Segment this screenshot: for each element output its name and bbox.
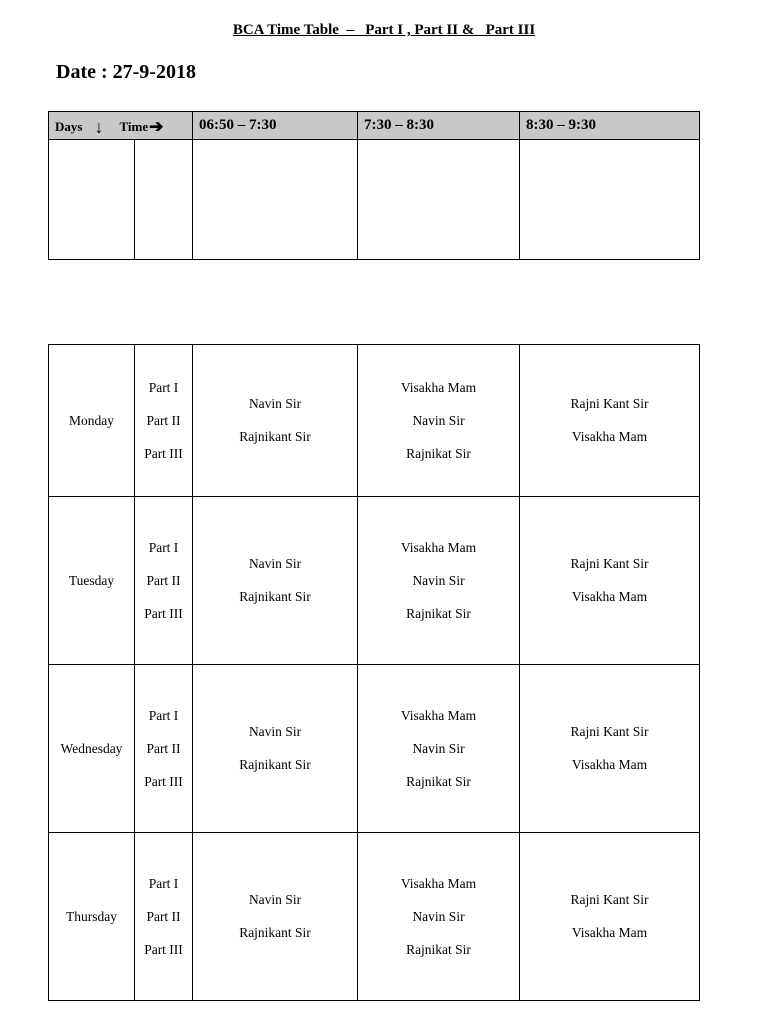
slot-cell-3 (520, 497, 700, 665)
slot-header-1: 06:50 – 7:30 (193, 112, 358, 140)
document-title: BCA Time Table – Part I , Part II & Part III (232, 22, 536, 38)
days-label: Days (55, 119, 83, 134)
slot-cell-1 (193, 497, 358, 665)
teacher-name: Rajnikat Sir (406, 605, 471, 621)
empty-row (49, 140, 700, 260)
parts-cell (135, 497, 193, 665)
part-label: Part I (148, 875, 179, 891)
table-row (49, 833, 700, 1001)
slot-cell-3 (520, 665, 700, 833)
slot-header-2: 7:30 – 8:30 (358, 112, 520, 140)
teacher-name: Visakha Mam (571, 925, 648, 940)
slot-cell-3 (520, 833, 700, 1001)
teacher-name: Navin Sir (248, 724, 302, 739)
empty-cell (193, 140, 358, 260)
teacher-name: Rajni Kant Sir (570, 724, 649, 739)
teacher-name: Visakha Mam (571, 589, 648, 604)
empty-cell (358, 140, 520, 260)
day-label: Tuesday (68, 572, 115, 588)
teacher-name: Navin Sir (412, 412, 465, 428)
table-row (49, 345, 700, 497)
teacher-name: Visakha Mam (400, 707, 477, 723)
teacher-name: Rajni Kant Sir (570, 396, 649, 411)
parts-cell (135, 833, 193, 1001)
day-label: Thursday (66, 908, 117, 924)
teacher-name: Rajni Kant Sir (570, 892, 649, 907)
teacher-name: Rajnikat Sir (406, 941, 471, 957)
slot-cell-2 (358, 665, 520, 833)
day-cell (49, 497, 135, 665)
header-row (49, 112, 700, 140)
part-label: Part III (144, 773, 183, 789)
part-label: Part III (144, 445, 183, 461)
slot-cell-3 (520, 345, 700, 497)
slot-cell-1 (193, 665, 358, 833)
part-label: Part I (148, 379, 179, 395)
part-label: Part III (144, 605, 183, 621)
timetable-body (48, 344, 700, 1001)
teacher-name: Visakha Mam (400, 539, 477, 555)
part-label: Part I (148, 707, 179, 723)
day-label: Monday (69, 412, 114, 428)
day-cell (49, 665, 135, 833)
time-label: Time (119, 119, 149, 134)
teacher-name: Navin Sir (248, 892, 302, 907)
part-label: Part I (148, 539, 179, 555)
slot-header-3: 8:30 – 9:30 (520, 112, 700, 140)
teacher-name: Rajnikant Sir (239, 429, 311, 444)
table-row (49, 497, 700, 665)
part-label: Part III (144, 941, 183, 957)
parts-cell (135, 345, 193, 497)
days-time-header (49, 112, 193, 140)
day-label: Wednesday (60, 740, 123, 756)
slot-cell-2 (358, 345, 520, 497)
date-label: Date : 27-9-2018 (56, 61, 196, 83)
teacher-name: Navin Sir (412, 908, 465, 924)
teacher-name: Navin Sir (248, 556, 302, 571)
part-label: Part II (146, 740, 181, 756)
teacher-name: Visakha Mam (400, 379, 477, 395)
teacher-name: Navin Sir (412, 740, 465, 756)
empty-cell (135, 140, 193, 260)
part-label: Part II (146, 908, 181, 924)
parts-cell (135, 665, 193, 833)
day-cell (49, 833, 135, 1001)
teacher-name: Rajni Kant Sir (570, 556, 649, 571)
empty-cell (49, 140, 135, 260)
teacher-name: Visakha Mam (571, 429, 648, 444)
teacher-name: Rajnikat Sir (406, 773, 471, 789)
slot-cell-1 (193, 833, 358, 1001)
day-cell (49, 345, 135, 497)
arrow-right-icon: ➔ (149, 117, 164, 136)
teacher-name: Navin Sir (412, 572, 465, 588)
part-label: Part II (146, 572, 181, 588)
teacher-name: Rajnikat Sir (406, 445, 471, 461)
slot-cell-2 (358, 833, 520, 1001)
slot-cell-1 (193, 345, 358, 497)
teacher-name: Rajnikant Sir (239, 589, 311, 604)
slot-cell-2 (358, 497, 520, 665)
teacher-name: Rajnikant Sir (239, 925, 311, 940)
part-label: Part II (146, 412, 181, 428)
header-table (48, 111, 700, 260)
teacher-name: Rajnikant Sir (239, 757, 311, 772)
table-row (49, 665, 700, 833)
teacher-name: Visakha Mam (571, 757, 648, 772)
teacher-name: Navin Sir (248, 396, 302, 411)
arrow-down-icon: ↓ (94, 117, 104, 137)
teacher-name: Visakha Mam (400, 875, 477, 891)
empty-cell (520, 140, 700, 260)
